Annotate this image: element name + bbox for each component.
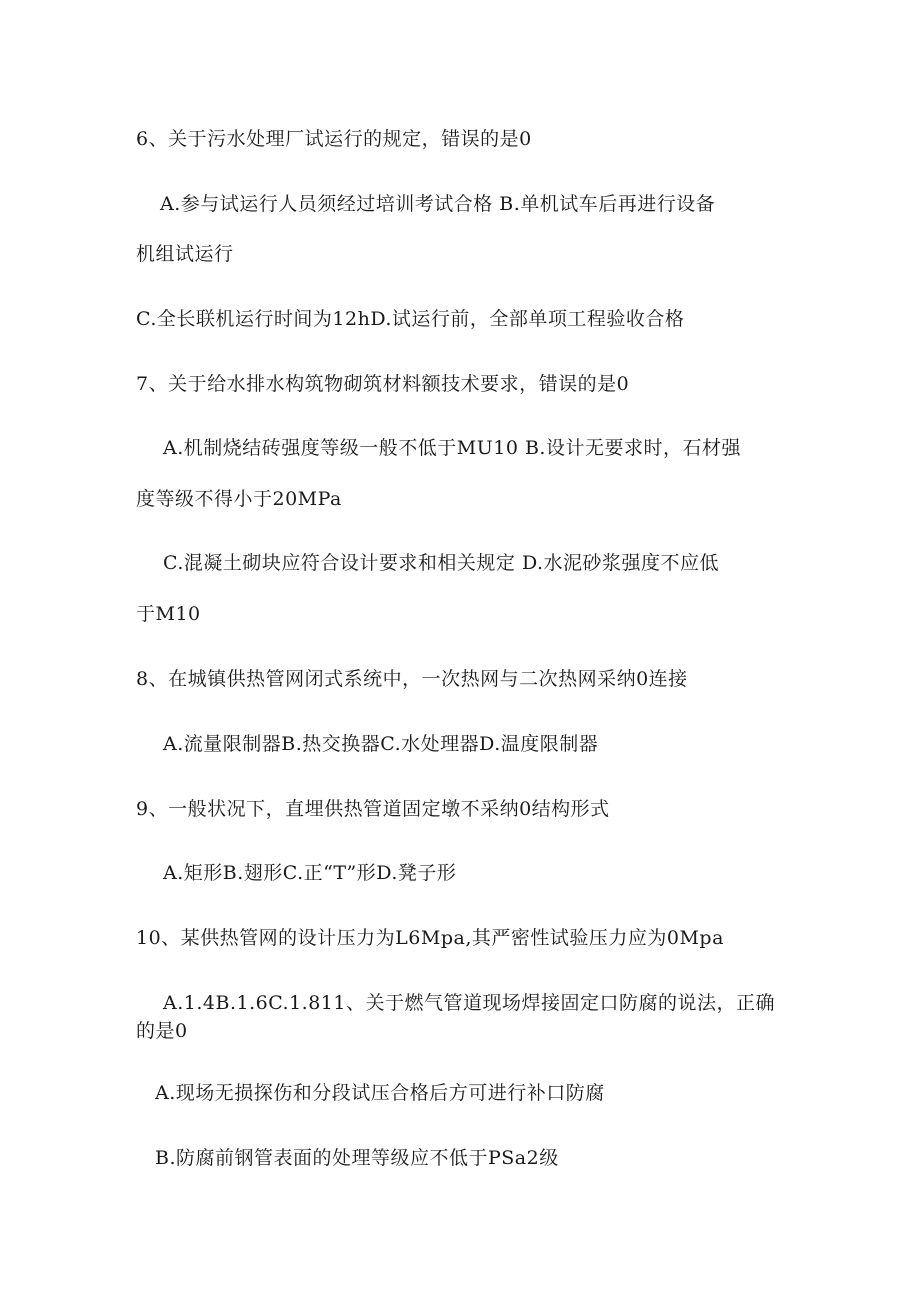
question-10-stem: 10、某供热管网的设计压力为L6Mpa,其严密性试验压力应为0Mpa: [136, 927, 724, 949]
question-6-options-line-2: 机组试运行: [136, 243, 234, 265]
question-6-options-line-1: A.参与试运行人员须经过培训考试合格 B.单机试车后再进行设备: [160, 193, 716, 215]
question-7-stem: 7、关于给水排水构筑物砌筑材料额技术要求，错误的是0: [136, 373, 630, 395]
question-8-options: A.流量限制器B.热交换器C.水处理器D.温度限制器: [163, 733, 599, 755]
question-11-option-a: A.现场无损探伤和分段试压合格后方可进行补口防腐: [155, 1082, 605, 1104]
question-10-options-and-question-11-stem: A.1.4B.1.6C.1.811、关于燃气管道现场焊接固定口防腐的说法，正确: [163, 992, 775, 1014]
question-6-options-line-3: C.全长联机运行时间为12hD.试运行前，全部单项工程验收合格: [136, 308, 685, 330]
question-7-options-line-4: 于M10: [136, 603, 201, 625]
question-11-stem-continued: 的是0: [136, 1020, 188, 1042]
question-7-options-line-1: A.机制烧结砖强度等级一般不低于MU10 B.设计无要求时，石材强: [163, 437, 741, 459]
question-6-stem: 6、关于污水处理厂试运行的规定，错误的是0: [136, 128, 532, 150]
question-9-options: A.矩形B.翅形C.正“T”形D.凳子形: [163, 862, 457, 884]
question-7-options-line-2: 度等级不得小于20MPa: [136, 488, 342, 510]
question-8-stem: 8、在城镇供热管网闭式系统中，一次热网与二次热网采纳0连接: [136, 668, 688, 690]
question-7-options-line-3: C.混凝土砌块应符合设计要求和相关规定 D.水泥砂浆强度不应低: [163, 552, 720, 574]
question-11-option-b: B.防腐前钢管表面的处理等级应不低于PSa2级: [155, 1147, 559, 1169]
question-9-stem: 9、一般状况下，直埋供热管道固定墩不采纳0结构形式: [136, 798, 610, 820]
